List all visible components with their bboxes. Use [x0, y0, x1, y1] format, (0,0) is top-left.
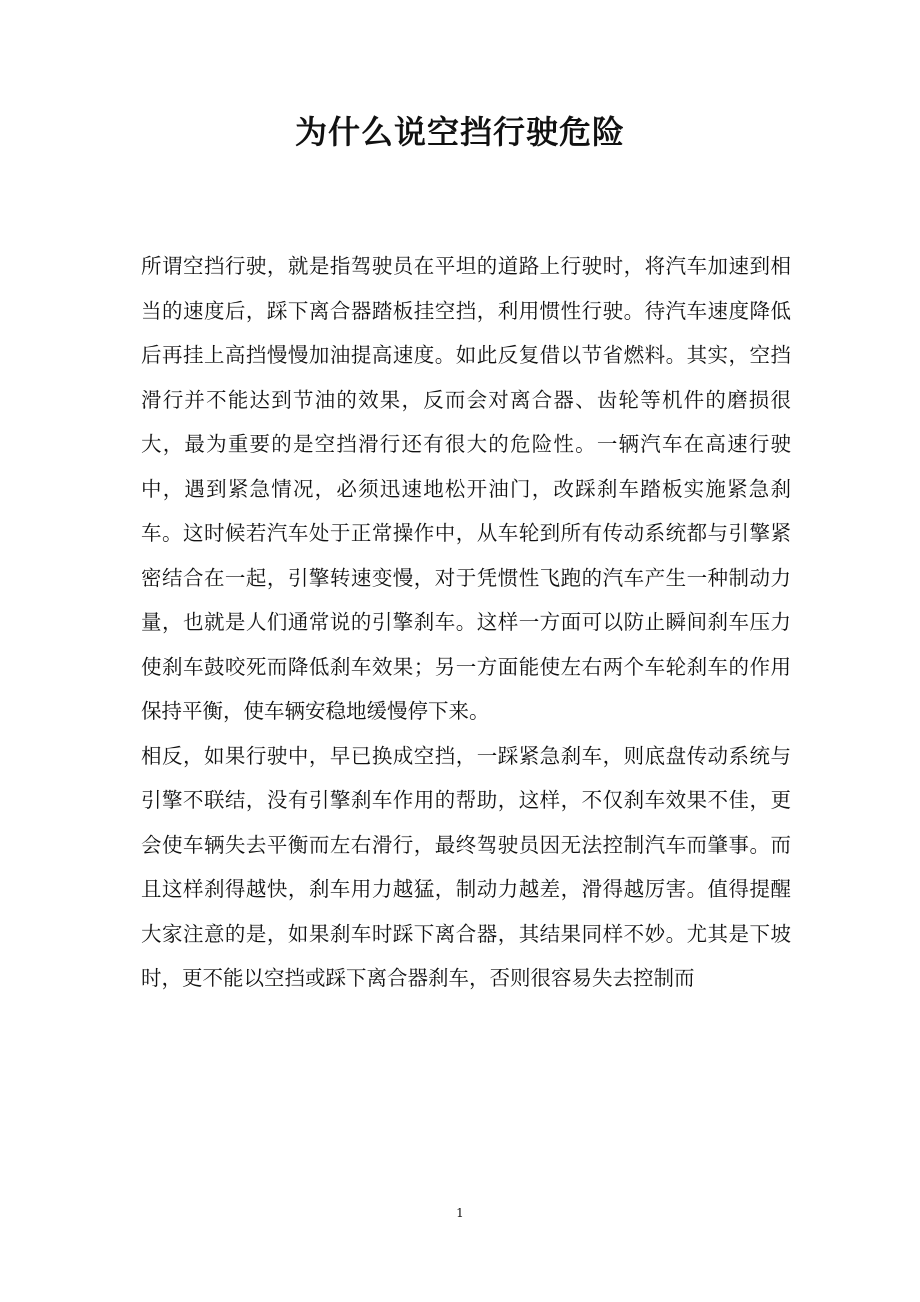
paragraph: 所谓空挡行驶，就是指驾驶员在平坦的道路上行驶时，将汽车加速到相当的速度后，踩下离合器踏板挂空挡，利用惯性行驶。待汽车速度降低后再挂上高挡慢慢加油提高速度。如此反复借以节省燃料。其实，空挡滑行并不能达到节油的效果，反而会对离合器、齿轮等机件的磨损很大，最为重要的是空挡滑行还有很大的危险性。一辆汽车在高速行驶中，遇到紧急情况，必须迅速地松开油门，改踩刹车踏板实施紧急刹车。这时候若汽车处于正常操作中，从车轮到所有传动系统都与引擎紧密结合在一起，引擎转速变慢，对于凭惯性飞跑的汽车产生一种制动力量，也就是人们通常说的引擎刹车。这样一方面可以防止瞬间刹车压力使刹车鼓咬死而降低刹车效果；另一方面能使左右两个车轮刹车的作用保持平衡，使车辆安稳地缓慢停下来。 [141, 254, 791, 723]
paragraph: 相反，如果行驶中，早已换成空挡，一踩紧急刹车，则底盘传动系统与引擎不联结，没有引擎刹车作用的帮助，这样，不仅刹车效果不佳，更会使车辆失去平衡而左右滑行，最终驾驶员因无法控制汽车而肇事。而且这样刹得越快，刹车用力越猛，制动力越差，滑得越厉害。值得提醒大家注意的是，如果刹车时踩下离合器，其结果同样不妙。尤其是下坡时，更不能以空挡或踩下离合器刹车，否则很容易失去控制而 [141, 743, 791, 990]
document-title: 为什么说空挡行驶危险 [294, 113, 625, 151]
page-number: 1 [456, 1206, 464, 1220]
document-body [141, 244, 791, 1001]
